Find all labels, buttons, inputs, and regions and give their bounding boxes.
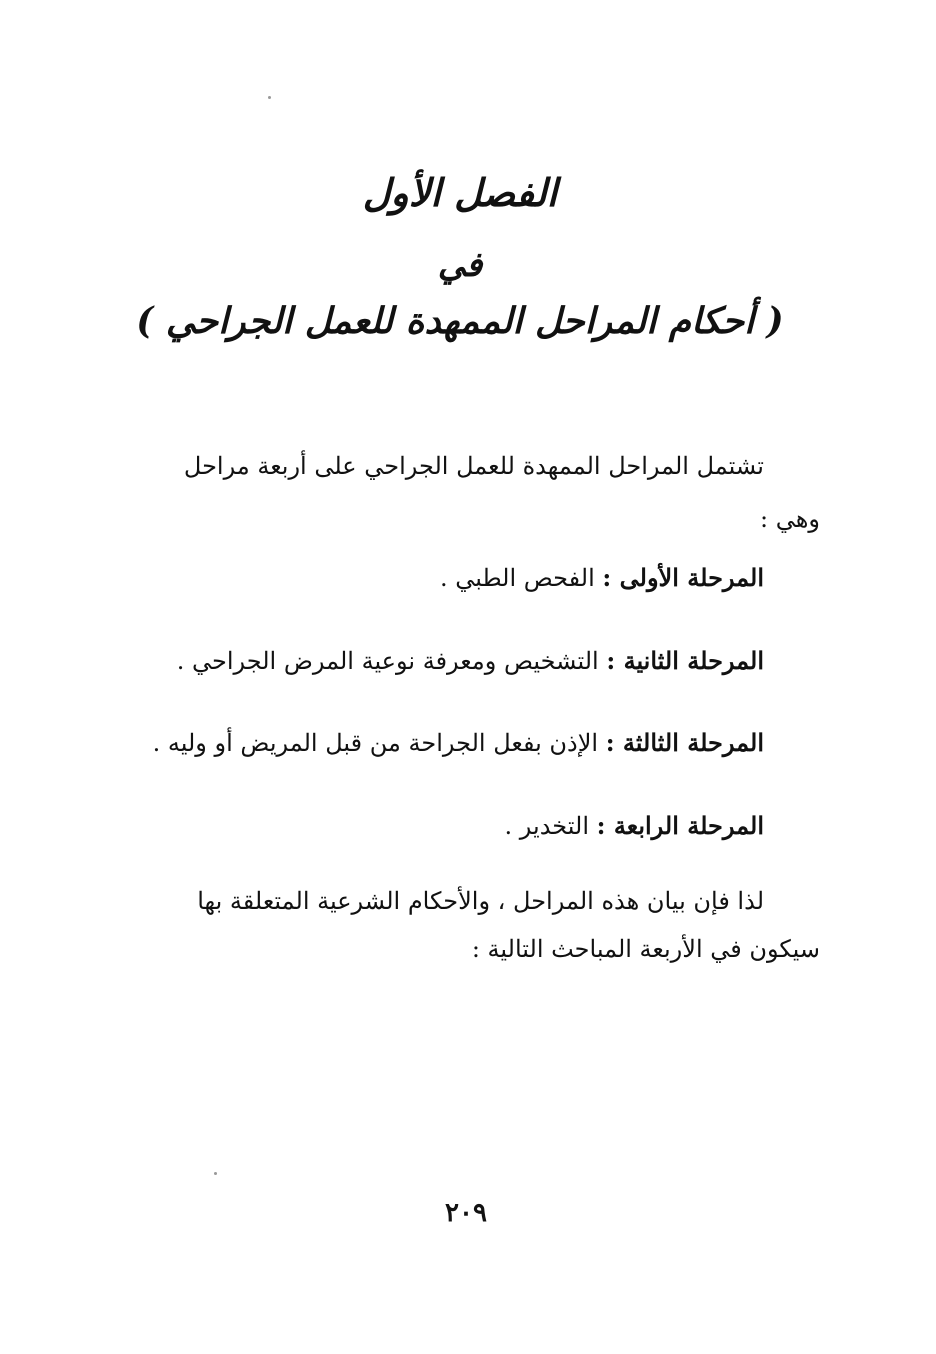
chapter-subtitle: ( أحكام المراحل الممهدة للعمل الجراحي ) — [136, 300, 784, 342]
stage-label: المرحلة الثانية : — [606, 646, 764, 675]
stage-label: المرحلة الأولى : — [602, 563, 764, 592]
stage-text: الإذن بفعل الجراحة من قبل المريض أو وليه . — [152, 729, 599, 757]
chapter-title: الفصل الأول — [362, 170, 558, 215]
paper-speck — [214, 1172, 217, 1175]
paper-speck — [268, 96, 271, 99]
intro-line-2: وهي : — [760, 505, 820, 533]
stage-text: الفحص الطبي . — [439, 564, 595, 592]
conclusion-line-2: سيكون في الأربعة المباحث التالية : — [471, 935, 820, 963]
stage-label: المرحلة الثالثة : — [605, 728, 764, 757]
page-number: ٢٠٩ — [445, 1198, 487, 1228]
stage-text: التشخيص ومعرفة نوعية المرض الجراحي . — [176, 647, 599, 675]
intro-line-1: تشتمل المراحل الممهدة للعمل الجراحي على أربعة مراحل — [183, 452, 764, 480]
stage-item-1 — [440, 563, 764, 592]
stage-item-3 — [153, 728, 764, 757]
stage-item-4 — [505, 811, 764, 840]
stage-label: المرحلة الرابعة : — [596, 811, 764, 840]
stage-text: التخدير . — [504, 812, 590, 840]
stage-item-2 — [177, 646, 764, 675]
conclusion-line-1: لذا فإن بيان هذه المراحل ، والأحكام الشرعية المتعلقة بها — [197, 887, 764, 915]
chapter-title-connector: في — [437, 245, 483, 285]
